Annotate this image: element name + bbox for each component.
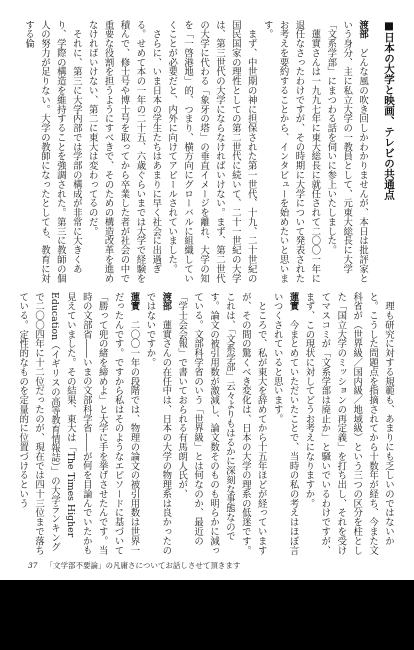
- heading-text: 日本の大学と映画、テレビの共通点: [383, 32, 395, 200]
- paragraph: [269, 292, 301, 557]
- paragraph: [301, 292, 396, 557]
- lower-text-block: [12, 292, 396, 557]
- paragraph-text: それに、第三に大学内部では学部の構成が非常に大きくあり、学際の構造を維持することを強調された。第三に教師の個人の努力が足りない。大学の教師になったとしても、教育に対する倫: [23, 20, 82, 283]
- paragraph: [322, 20, 370, 285]
- page-footer: [28, 558, 398, 572]
- heading-square-mark: ■: [383, 20, 395, 32]
- bottom-black-band: [0, 580, 414, 650]
- paragraph: [142, 292, 174, 557]
- lower-body-text: [14, 292, 396, 557]
- paragraph-text: 今まとめていただいたことで、当時の私の考えはほぼ言いつくされていると思います。: [271, 292, 299, 555]
- speaker-label: 蓮實: [287, 292, 299, 321]
- speaker-label: 蓮實: [128, 292, 140, 321]
- paragraph-text: 理も研究に対する規範も、あまりにも乏しいのではないかと。こうした問題点を指摘されてから十数年が経ち、今また文科省が（世界級／国内級／地域級）という三つの区分を柱とした「国立大学のミッションの再定義」を打ち出し、それを受けてマスコミが「文系学部は廃止か」と騒いでいるわけですが、まず、この現状に対してどうお考えになりますか。: [303, 292, 394, 555]
- page-number: 37: [28, 560, 38, 570]
- paragraph-text: まず、中世期の神に担保された第一世代、十九、二十世紀の国民国家の理性としての第二世代に続いて、二十一世紀の大学は、第三世代の大学にならなければいけない。まず、第二世代の大学に代わる「象牙の塔」の垂直イメージを離れ、大学の知を「一啓港地」的、つまり、横方向にグローバルに組織していくことが必要だと、内外に向けてアピールされていました。: [166, 20, 257, 283]
- paragraph: [20, 20, 84, 285]
- paragraph-text: ところで、私が東大を辞めてから十五年ほどが経っていますが、その間の驚くべき変化は、日本の大学の理系の低迷です。これは、「文系学部」云々よりもはるかに深刻な事態なのです。論文の被引用数が激減し、論文数そのものも明らかに減っている。文部科学省のいう「世界級」とは何なのか、最近の「学士会会報」で書いておられる有馬朗人氏が、: [176, 292, 267, 555]
- section-heading: [380, 20, 396, 285]
- paragraph-text: 蓮實さんの在任中は、日本の大学の物理系は良かったのではないですか。: [144, 292, 172, 555]
- paragraph: [14, 292, 141, 557]
- paragraph-text: 二〇〇一年の段階では、物理の論文の被引用数は世界一だったんです。ですから私はそのようなエピソードに基づいて「勝って兜の緒を締めよ」と大学に手を挙げさせたんです。当時の文部省――いまの文部科学省――が何を目論んでいたかも見えていました。その結果、東大は「The Times Higher Education（イギリスの高等教育情報誌）」の大学ランキングで二〇〇四年に十二位だったのが、現在では四十三位まで落ちている。定性的なものを定量的に位置づけるという: [17, 292, 140, 555]
- paragraph: [173, 292, 268, 557]
- paragraph: [84, 20, 164, 285]
- paragraph: [163, 20, 258, 285]
- running-title: 「文学部不要論」の凡庸さについてお話しさせて頂きます: [45, 560, 241, 570]
- upper-text-block: [12, 20, 396, 285]
- speaker-label: 渡部: [160, 292, 172, 321]
- paragraph-text: どんな風の吹き回しかわかりませんが、本日は批評家という身分、主に私立大学の一教員として、元東大総長に大学「文系学部」にまつわる話を伺いに参上いたしました。: [325, 20, 369, 283]
- paragraph-text: さらに、いま日本の学生たちはあまりに早く社会に出過ぎる。せめて本の一年の二十五、六歳ぐらいまでは大学で経験を積んで、修士号や博士号を取ってから卒業した者が社会の中で重要な役割を担うようにすべきで、そのための構造改革を進めなければいけない、第二に東大は変わってるのだ。: [86, 20, 162, 283]
- upper-body-text: [20, 20, 370, 285]
- paragraph-text: 蓮實さんは一九九七年に東大総長に就任されて二〇〇一年に退任なさったわけですが、その時期に大学について発表されたお考えを要約することから、インタビューを始めたいと思います。: [261, 20, 321, 283]
- speaker-label: 渡部: [357, 20, 369, 49]
- paragraph: [259, 20, 323, 285]
